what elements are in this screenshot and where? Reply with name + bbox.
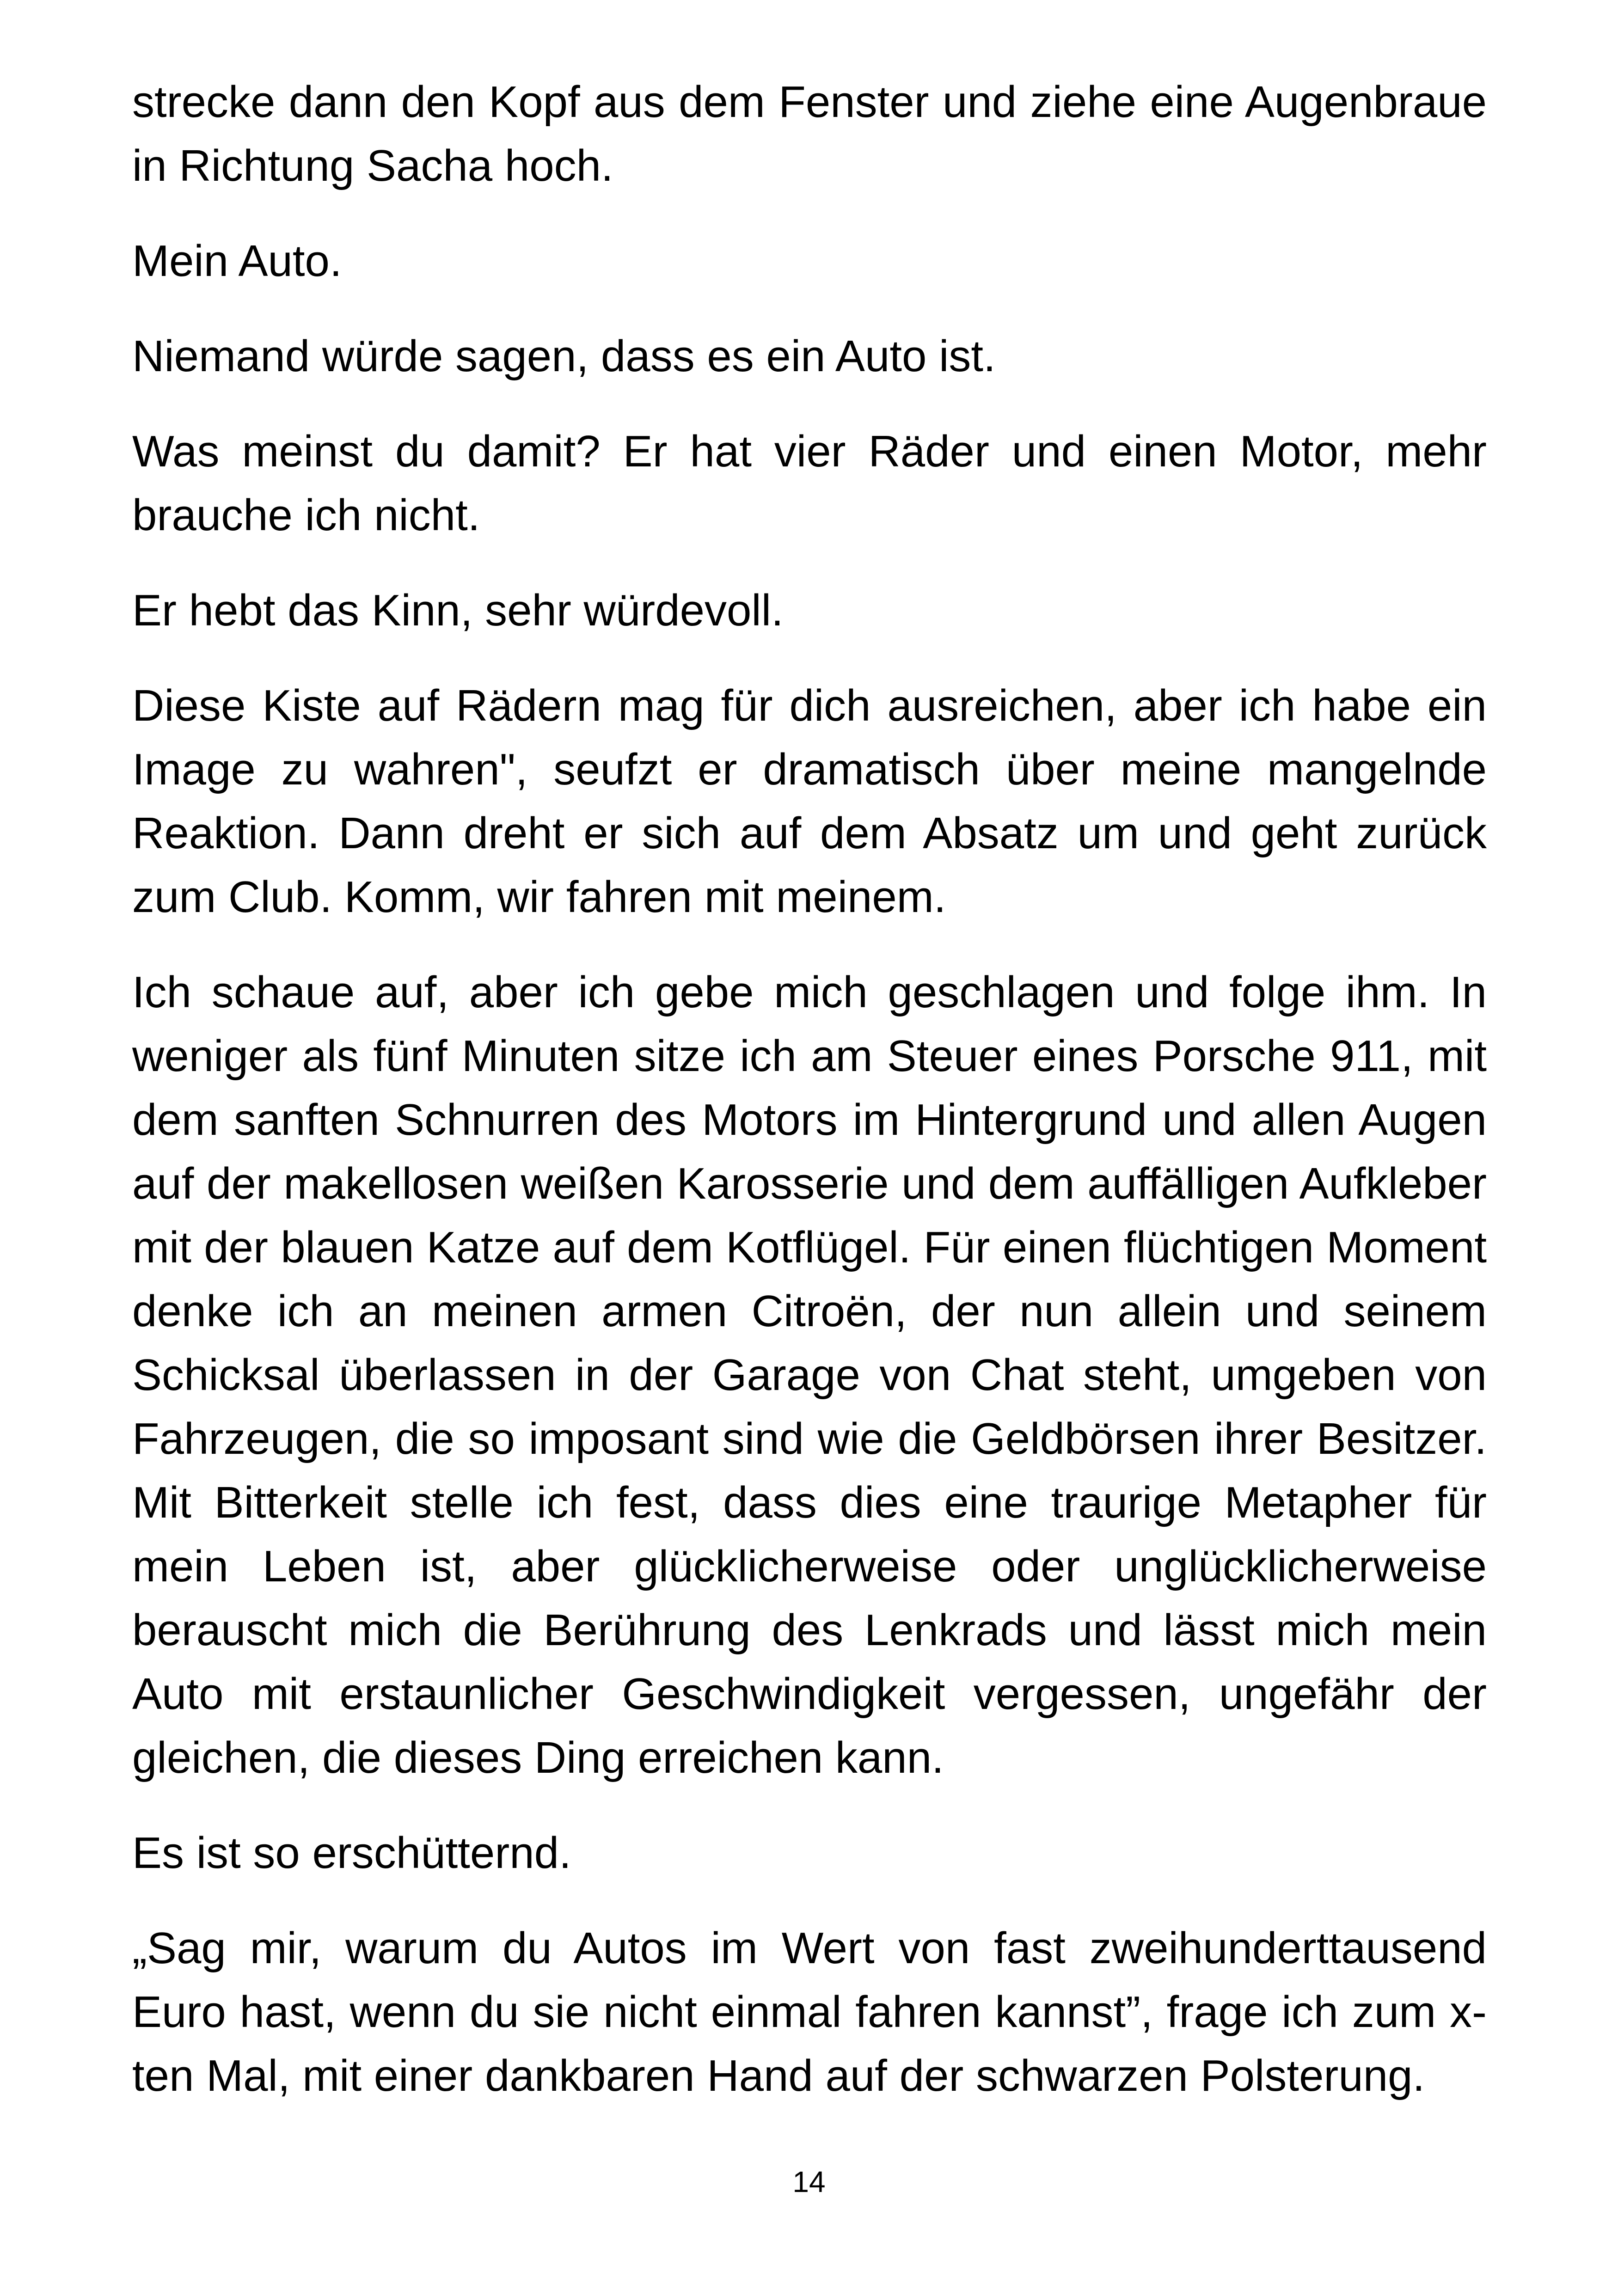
body-text [132, 70, 1487, 2139]
paragraph: Er hebt das Kinn, sehr würdevoll. [132, 586, 784, 635]
paragraph: strecke dann den Kopf aus dem Fenster und ziehe eine Augenbraue in Richtung Sacha hoch. [132, 77, 1487, 190]
paragraph: „Sag mir, warum du Autos im Wert von fast zweihunderttausend Euro hast, wenn du sie nicht einmal fahren kannst”, frage ich zum x-ten Mal, mit einer dankbaren Hand auf der schwarzen Polsterung. [132, 1923, 1487, 2100]
paragraph: Was meinst du damit? Er hat vier Räder und einen Motor, mehr brauche ich nicht. [132, 427, 1487, 540]
paragraph: Diese Kiste auf Rädern mag für dich ausreichen, aber ich habe ein Image zu wahren", seufzt er dramatisch über meine mangelnde Reaktion. Dann dreht er sich auf dem Absatz um und geht zurück zum Club. Komm, wir fahren mit meinem. [132, 681, 1487, 922]
page-number: 14 [792, 2165, 826, 2198]
paragraph: Niemand würde sagen, dass es ein Auto ist. [132, 331, 996, 381]
paragraph: Es ist so erschütternd. [132, 1828, 571, 1878]
paragraph: Mein Auto. [132, 236, 342, 286]
paragraph: Ich schaue auf, aber ich gebe mich geschlagen und folge ihm. In weniger als fünf Minuten sitze ich am Steuer eines Porsche 911, mit dem sanften Schnurren des Motors im Hintergrund und allen Augen auf der makellosen weißen Karosserie und dem auffälligen Aufkleber mit der blauen Katze auf dem Kotflügel. Für einen flüchtigen Moment denke ich an meinen armen Citroën, der nun allein und seinem Schicksal überlassen in der Garage von Chat steht, umgeben von Fahrzeugen, die so imposant sind wie die Geldbörsen ihrer Besitzer. Mit Bitterkeit stelle ich fest, dass dies eine traurige Metapher für mein Leben ist, aber glücklicherweise oder unglücklicherweise berauscht mich die Berührung des Lenkrads und lässt mich mein Auto mit erstaunlicher Geschwindigkeit vergessen, ungefähr der gleichen, die dieses Ding erreichen kann. [132, 967, 1487, 1782]
